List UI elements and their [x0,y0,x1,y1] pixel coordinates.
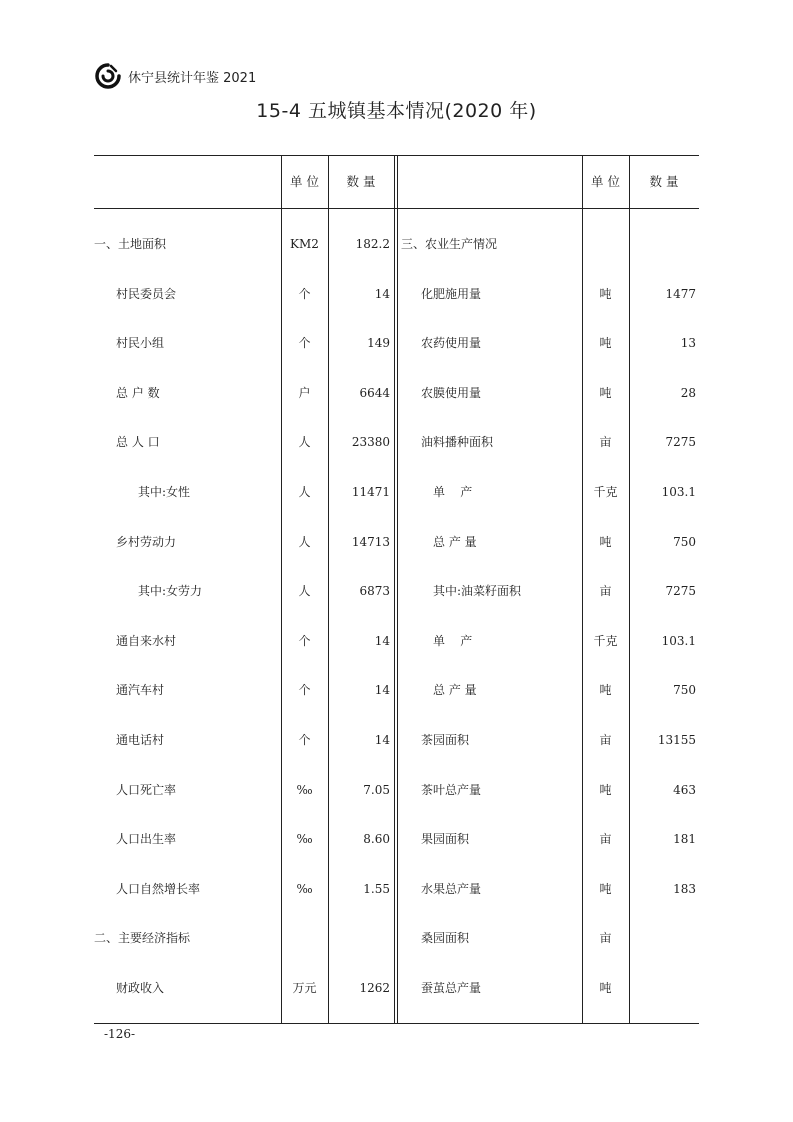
row-unit: 千克 [593,485,618,499]
row-unit: 个 [298,336,311,351]
row-unit: 个 [298,733,311,747]
row-unit: 个 [298,633,311,648]
row-label: 果园面积 [421,832,470,847]
row-unit: 人 [298,485,311,499]
row-value: 183 [673,881,696,896]
row-value: 103.1 [661,485,696,499]
row-label: 乡村劳动力 [116,534,177,549]
row-value: 13 [680,336,696,351]
column-divider [394,155,395,1024]
row-label: 人口出生率 [116,832,177,847]
row-unit: 亩 [599,931,612,946]
row-value: 6873 [359,584,390,599]
row-unit: 千克 [593,633,618,648]
row-label: 三、农业生产情况 [401,237,498,251]
yearbook-logo-icon [94,62,122,90]
row-label: 农药使用量 [421,336,482,351]
row-value: 1.55 [363,881,390,896]
right-unit-header: 单 位 [591,174,620,189]
row-label: 通汽车村 [116,683,165,698]
row-label: 总 户 数 [116,385,160,400]
row-value: 14713 [351,534,390,549]
row-label: 人口自然增长率 [116,881,201,896]
row-label: 总 产 量 [433,534,477,549]
row-label: 单 产 [433,485,473,499]
row-unit: 吨 [599,385,612,400]
row-label: 一、土地面积 [94,237,167,251]
row-value: 1477 [665,286,696,301]
row-unit: 吨 [599,336,612,351]
page-title: 15-4 五城镇基本情况(2020 年) [256,100,537,122]
row-label: 单 产 [433,633,473,648]
row-label: 村民小组 [116,336,165,351]
book-header [94,62,256,90]
row-unit: ‰ [296,782,313,797]
row-unit: 吨 [599,881,612,896]
row-value: 463 [673,782,696,797]
row-value: 8.60 [363,832,390,847]
row-value: 750 [673,683,696,698]
row-label: 农膜使用量 [421,385,482,400]
row-label: 蚕茧总产量 [421,981,482,995]
book-title: 休宁县统计年鉴 2021 [128,70,257,86]
row-label: 村民委员会 [116,286,177,301]
row-unit: 亩 [599,584,612,599]
row-unit: 吨 [599,981,612,995]
row-value: 181 [673,832,696,847]
row-label: 桑园面积 [421,931,470,946]
row-value: 11471 [351,485,390,499]
row-value: 6644 [359,385,390,400]
row-label: 其中:女性 [138,485,191,499]
row-unit: ‰ [296,832,313,847]
row-label: 其中:女劳力 [138,584,203,599]
row-label: 人口死亡率 [116,782,177,797]
row-label: 茶叶总产量 [421,782,482,797]
row-value: 7275 [665,435,696,450]
row-value: 182.2 [355,237,390,251]
row-value: 7275 [665,584,696,599]
row-unit: 户 [298,385,311,400]
right-qty-header: 数 量 [649,174,679,189]
row-unit: 吨 [599,782,612,797]
row-unit: 人 [298,435,311,450]
row-unit: 个 [298,683,311,698]
row-value: 103.1 [661,633,696,648]
row-unit: 亩 [599,832,612,847]
row-value: 750 [673,534,696,549]
row-unit: 吨 [599,534,612,549]
left-qty-header: 数 量 [346,174,376,189]
row-label: 水果总产量 [421,881,482,896]
row-unit: 个 [298,286,311,301]
row-unit: KM2 [290,237,319,251]
row-unit: 亩 [599,733,612,747]
row-label: 通自来水村 [116,633,177,648]
row-unit: 吨 [599,286,612,301]
row-unit: 人 [298,584,311,599]
row-label: 总 人 口 [116,435,160,450]
row-value: 14 [374,633,390,648]
row-unit: 亩 [599,435,612,450]
row-value: 23380 [351,435,390,450]
row-value: 7.05 [363,782,390,797]
row-value: 14 [374,286,390,301]
row-value: 28 [680,385,696,400]
statistics-table [94,155,699,1025]
row-value: 14 [374,683,390,698]
row-unit: 万元 [292,981,317,995]
row-label: 二、主要经济指标 [94,931,191,946]
row-label: 化肥施用量 [421,286,482,301]
column-divider [397,155,398,1024]
row-label: 其中:油菜籽面积 [433,584,522,599]
left-unit-header: 单 位 [290,174,319,189]
row-unit: 吨 [599,683,612,698]
row-unit: 人 [298,534,311,549]
row-value: 1262 [359,981,390,995]
row-label: 财政收入 [116,981,165,995]
row-value: 149 [367,336,390,351]
row-value: 13155 [657,733,696,747]
row-label: 茶园面积 [421,733,470,747]
row-value: 14 [374,733,390,747]
row-label: 通电话村 [116,733,165,747]
row-label: 油料播种面积 [421,435,494,450]
row-label: 总 产 量 [433,683,477,698]
row-unit: ‰ [296,881,313,896]
page-number: -126- [104,1027,136,1041]
